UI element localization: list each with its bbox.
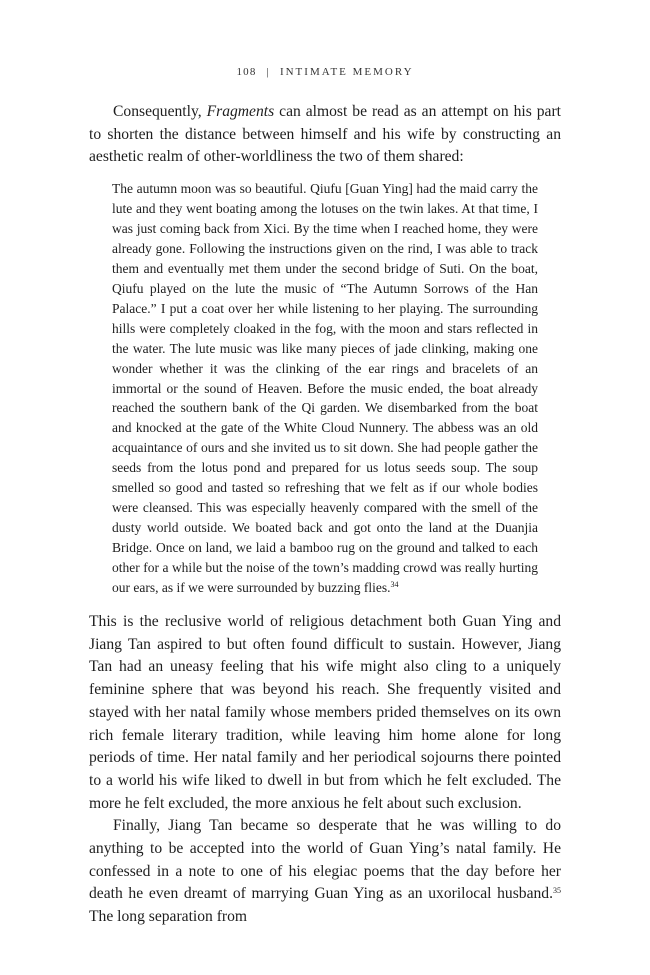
paragraph-text: can almost be read as an attempt on his part to shorten the distance between himself and his wife by constructing an aesthetic realm of other-worldliness the two of them shared: [89, 103, 562, 166]
continuation-block [89, 611, 561, 929]
footnote-ref-35: 35 [553, 886, 561, 896]
paragraph-text: Consequently, [113, 103, 207, 120]
running-head [0, 66, 650, 78]
page-number: 108 [236, 66, 257, 78]
paragraph [89, 101, 561, 169]
quote-text: The autumn moon was so beautiful. Qiufu [Guan Ying] had the maid carry the lute and they went boating among the lotuses on the twin lakes. At that time, I was just coming back from Xici. By the time when I reached home, they were already gone. Following the instructions given on the rind, I was able to track them and eventually met them under the second bridge of Suti. On the boat, Qiufu played on the lute the music of “The Autumn Sorrows of the Han Palace.” I put a coat over her while listening to her playing. The surrounding hills were completely cloaked in the fog, with the moon and stars reflected in the water. The lute music was like many pieces of jade clinking, making one wonder whether it was the clinking of the ear rings and bracelets of an immortal or the sound of Heaven. Before the music ended, the boat already reached the southern bank of the Qi garden. We disembarked from the boat and knocked at the gate of the White Cloud Nunnery. The abbess was an old acquaintance of ours and she invited us to sit down. She had people gather the seeds from the lotus pond and prepared for us lotus seeds soup. The soup smelled so good and tasted so refreshing that we felt as if our whole bodies were cleansed. This was especially heavenly compared with the smell of the dusty world outside. We boated back and got onto the land at the Duanjia Bridge. Once on land, we laid a bamboo rug on the ground and talked to each other for a while but the noise of the town’s madding crowd was really hurting our ears, as if we were surrounded by buzzing flies. [112, 181, 538, 596]
quote-paragraph [112, 179, 538, 598]
paragraph [89, 815, 561, 929]
paragraph-text: The long separation from [89, 908, 248, 926]
paragraph-text: Finally, Jiang Tan became so desperate that he was willing to do anything to be accepted into the world of Guan Ying’s natal family. He confessed in a note to one of his elegiac poems that the day before her death he even dreamt of marrying Guan Ying as an uxorilocal husband. [89, 817, 561, 903]
book-title-italic: Fragments [206, 103, 275, 120]
paragraph: This is the reclusive world of religious detachment both Guan Ying and Jiang Tan aspired to but often found difficult to sustain. However, Jiang Tan had an uneasy feeling that his wife might also cling to a uniquely feminine sphere that was beyond his reach. She frequently visited and stayed with her natal family whose members prided themselves on its own rich female literary tradition, while leaving him home alone for long periods of time. Her natal family and her periodical sojourns there pointed to a world his wife liked to dwell in but from which he felt excluded. The more he felt excluded, the more anxious he felt about such exclusion. [89, 613, 561, 812]
opening-paragraph-block [89, 101, 561, 169]
header-separator: | [266, 66, 270, 78]
footnote-ref-34: 34 [390, 580, 399, 590]
running-title: INTIMATE MEMORY [279, 66, 414, 78]
block-quote [112, 179, 538, 598]
